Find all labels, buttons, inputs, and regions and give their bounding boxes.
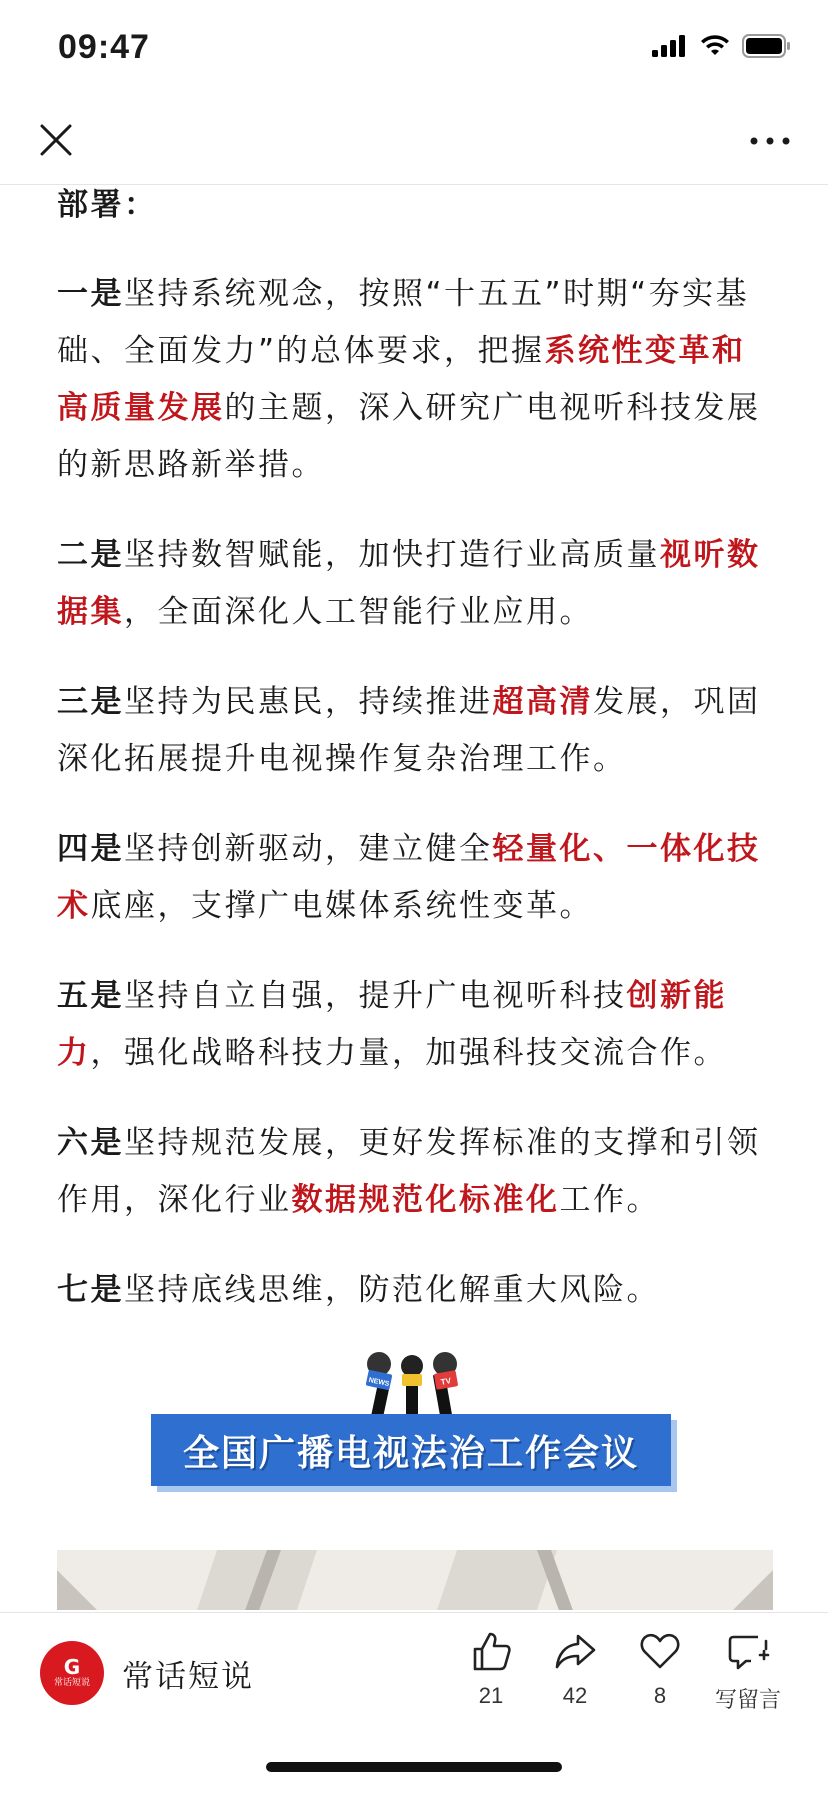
more-dots-icon (748, 126, 792, 156)
highlight-text: 视听数据集 (57, 537, 761, 630)
avatar-logo-icon: G (63, 1655, 81, 1679)
banner-title-box (151, 1414, 671, 1486)
article-paragraph (57, 968, 773, 1082)
account-name[interactable]: 常话短说 (122, 1659, 254, 1695)
ceiling-lights-graphic (57, 1550, 773, 1610)
article-paragraph (57, 527, 773, 641)
conference-hall-photo (57, 1550, 773, 1610)
paragraph-list (57, 266, 773, 1319)
paragraph-text: 坚持系统观念，按照“十五五”时期“夯实基础、全面发力”的总体要求，把握 (57, 276, 750, 369)
mic-label-news: NEWS (367, 1376, 390, 1389)
article-paragraph (57, 1262, 773, 1319)
paragraph-text: 的主题，深入研究广电视听科技发展的新思路新举措。 (57, 390, 761, 483)
close-button[interactable] (36, 120, 76, 160)
paragraph-text: 坚持创新驱动，建立健全 (124, 831, 493, 867)
paragraph-text: 底座，支撑广电媒体系统性变革。 (90, 888, 593, 924)
account-avatar[interactable] (40, 1641, 104, 1705)
status-time: 09:47 (58, 28, 150, 66)
avatar-text: 常话短说 (53, 1678, 90, 1688)
highlight-text: 系统性变革和高质量发展 (57, 333, 746, 426)
paragraph-text: 坚持底线思维，防范化解重大风险。 (124, 1272, 660, 1308)
paragraph-text: ，强化战略科技力量，加强科技交流合作。 (90, 1035, 727, 1071)
wifi-icon (700, 35, 730, 57)
paragraph-lead: 一是 (57, 276, 124, 312)
paragraph-lead: 四是 (57, 831, 124, 867)
paragraph-text: 坚持规范发展，更好发挥标准的支撑和引领作用，深化行业 (57, 1125, 761, 1218)
section-heading: 部署： (57, 187, 158, 223)
paragraph-text: 坚持为民惠民，持续推进 (124, 684, 493, 720)
nav-bar (0, 100, 828, 185)
heart-icon (638, 1629, 682, 1673)
share-arrow-icon (553, 1629, 597, 1673)
paragraph-text: 坚持数智赋能，加快打造行业高质量 (124, 537, 660, 573)
highlight-text: 创新能力 (57, 978, 727, 1071)
article-body (57, 185, 773, 1610)
article-paragraph (57, 821, 773, 935)
highlight-text: 数据规范化标准化 (291, 1182, 560, 1218)
status-bar (0, 0, 828, 100)
article-paragraph (57, 674, 773, 788)
highlight-text: 轻量化、一体化技术 (57, 831, 761, 924)
share-button[interactable] (530, 1629, 620, 1709)
paragraph-lead: 三是 (57, 684, 124, 720)
cellular-signal-icon (652, 35, 688, 57)
favorite-count: 8 (653, 1683, 667, 1708)
write-comment-button[interactable] (703, 1629, 793, 1714)
thumbs-up-icon (469, 1629, 513, 1673)
banner-title: 全国广播电视法治工作会议 (182, 1432, 639, 1474)
article-paragraph (57, 266, 773, 494)
favorite-button[interactable] (615, 1629, 705, 1709)
banner-image (57, 1352, 773, 1522)
mic-label-tv: TV (440, 1376, 452, 1387)
comment-add-icon (726, 1629, 770, 1673)
status-icons (652, 34, 792, 58)
paragraph-text: 发展，巩固深化拓展提升电视操作复杂治理工作。 (57, 684, 761, 777)
paragraph-text: 坚持自立自强，提升广电视听科技 (124, 978, 627, 1014)
close-icon (36, 120, 76, 160)
battery-icon (742, 34, 792, 58)
paragraph-text: ，全面深化人工智能行业应用。 (124, 594, 593, 630)
article-paragraph (57, 1115, 773, 1229)
paragraph-lead: 六是 (57, 1125, 124, 1161)
like-count: 21 (478, 1683, 504, 1708)
paragraph-lead: 五是 (57, 978, 124, 1014)
home-indicator (266, 1762, 562, 1772)
more-options-button[interactable] (748, 126, 792, 156)
share-count: 42 (562, 1683, 588, 1708)
paragraph-text: 工作。 (559, 1182, 660, 1218)
paragraph-lead: 二是 (57, 537, 124, 573)
paragraph-lead: 七是 (57, 1272, 124, 1308)
microphones-icon (357, 1352, 467, 1422)
highlight-text: 超高清 (492, 684, 593, 720)
like-button[interactable] (446, 1629, 536, 1709)
write-comment-label: 写留言 (714, 1687, 781, 1712)
